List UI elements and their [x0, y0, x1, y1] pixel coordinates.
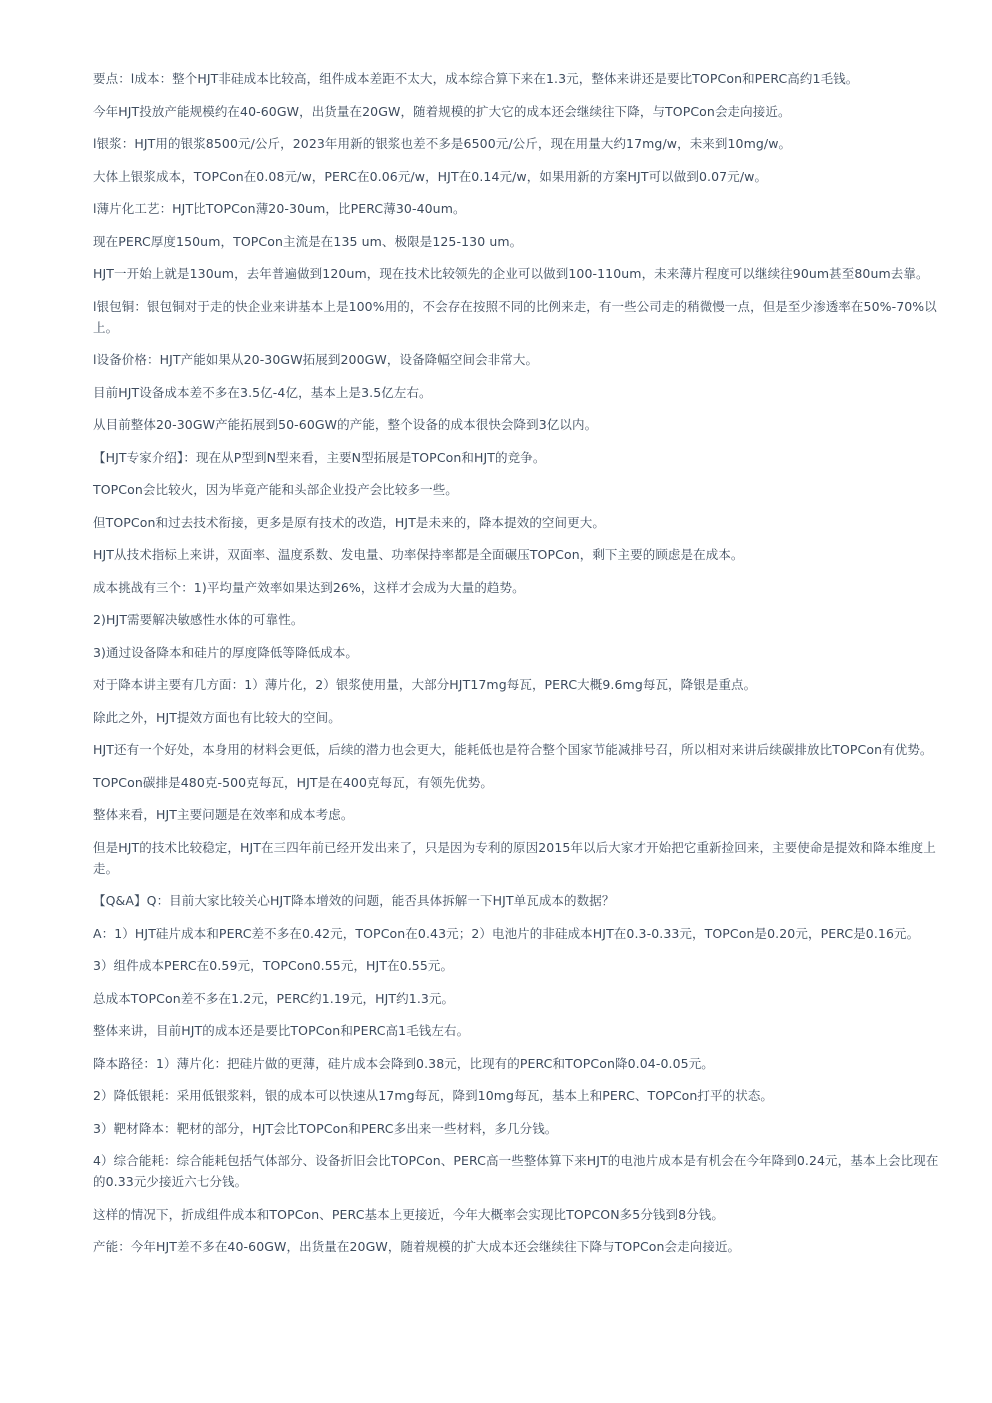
paragraph: 目前HJT设备成本差不多在3.5亿-4亿，基本上是3.5亿左右。: [93, 384, 432, 400]
paragraph: 大体上银浆成本，TOPCon在0.08元/w，PERC在0.06元/w，HJT在0.14元/w，如果用新的方案HJT可以做到0.07元/w。: [93, 168, 768, 184]
paragraph: HJT一开始上就是130um，去年普遍做到120um，现在技术比较领先的企业可以做到100-110um，未来薄片程度可以继续往90um甚至80um去靠。: [93, 266, 929, 281]
paragraph: 成本挑战有三个：1)平均量产效率如果达到26%，这样才会成为大量的趋势。: [93, 579, 525, 595]
paragraph: 【HJT专家介绍】：现在从P型到N型来看，主要N型拓展是TOPCon和HJT的竞争。: [93, 449, 546, 465]
paragraph: 整体来看，HJT主要问题是在效率和成本考虑。: [93, 807, 354, 822]
paragraph: 3）靶材降本：靶材的部分，HJT会比TOPCon和PERC多出来一些材料，多几分钱。: [93, 1120, 558, 1136]
paragraph: 今年HJT投放产能规模约在40-60GW，出货量在20GW，随着规模的扩大它的成本还会继续往下降，与TOPCon会走向接近。: [93, 103, 791, 119]
paragraph: 除此之外，HJT提效方面也有比较大的空间。: [93, 709, 341, 725]
paragraph: 但TOPCon和过去技术衔接，更多是原有技术的改造，HJT是未来的，降本提效的空间更大。: [93, 514, 605, 530]
paragraph: TOPCon碳排是480克-500克每瓦，HJT是在400克每瓦，有领先优势。: [93, 774, 494, 790]
paragraph: TOPCon会比较火，因为毕竟产能和头部企业投产会比较多一些。: [93, 482, 458, 497]
paragraph: 【Q&A】Q：目前大家比较关心HJT降本增效的问题，能否具体拆解一下HJT单瓦成本的数据？: [93, 893, 615, 908]
paragraph: HJT从技术指标上来讲，双面率、温度系数、发电量、功率保持率都是全面碾压TOPCon，剩下主要的顾虑是在成本。: [93, 547, 744, 562]
paragraph: 3）组件成本PERC在0.59元，TOPCon0.55元，HJT在0.55元。: [93, 958, 454, 973]
paragraph: 降本路径：1）薄片化：把硅片做的更薄，硅片成本会降到0.38元，比现有的PERC和TOPCon降0.04-0.05元。: [93, 1055, 714, 1071]
paragraph: l设备价格：HJT产能如果从20-30GW拓展到200GW，设备降幅空间会非常大。: [93, 352, 539, 367]
paragraph: A：1）HJT硅片成本和PERC差不多在0.42元，TOPCon在0.43元；2）电池片的非硅成本HJT在0.3-0.33元，TOPCon是0.20元，PERC是0.16元。: [93, 925, 920, 941]
paragraph: 4）综合能耗：综合能耗包括气体部分、设备折旧会比TOPCon、PERC高一些整体算下来HJT的电池片成本是有机会在今年降到0.24元，基本上会比现在的0.33元少接近六七分钱。: [93, 1153, 939, 1189]
paragraph: l银包铜：银包铜对于走的快企业来讲基本上是100%用的，不会存在按照不同的比例来走，有一些公司走的稍微慢一点，但是至少渗透率在50%-70%以上。: [93, 298, 937, 335]
paragraph: 整体来讲，目前HJT的成本还是要比TOPCon和PERC高1毛钱左右。: [93, 1023, 470, 1038]
document-body: [93, 68, 945, 1269]
paragraph: 从目前整体20-30GW产能拓展到50-60GW的产能，整个设备的成本很快会降到3亿以内。: [93, 417, 598, 432]
paragraph: l银浆：HJT用的银浆8500元/公斤，2023年用新的银浆也差不多是6500元/公斤，现在用量大约17mg/w，未来到10mg/w。: [93, 136, 792, 151]
paragraph: 产能：今年HJT差不多在40-60GW，出货量在20GW，随着规模的扩大成本还会继续往下降与TOPCon会走向接近。: [93, 1239, 741, 1254]
paragraph: 现在PERC厚度150um，TOPCon主流是在135 um、极限是125-130 um。: [93, 233, 523, 249]
paragraph: 但是HJT的技术比较稳定，HJT在三四年前已经开发出来了，只是因为专利的原因2015年以后大家才开始把它重新捡回来，主要使命是提效和降本维度上走。: [93, 839, 936, 876]
paragraph: 要点：l成本：整个HJT非硅成本比较高，组件成本差距不太大，成本综合算下来在1.3元，整体来讲还是要比TOPCon和PERC高约1毛钱。: [93, 71, 859, 86]
paragraph: 2)HJT需要解决敏感性水体的可靠性。: [93, 612, 304, 627]
paragraph: 3)通过设备降本和硅片的厚度降低等降低成本。: [93, 644, 359, 660]
paragraph: HJT还有一个好处，本身用的材料会更低，后续的潜力也会更大，能耗低也是符合整个国家节能减排号召，所以相对来讲后续碳排放比TOPCon有优势。: [93, 742, 933, 757]
paragraph: l薄片化工艺：HJT比TOPCon薄20-30um，比PERC薄30-40um。: [93, 201, 466, 216]
paragraph: 这样的情况下，折成组件成本和TOPCon、PERC基本上更接近，今年大概率会实现比TOPCON多5分钱到8分钱。: [93, 1206, 724, 1222]
paragraph: 对于降本讲主要有几方面：1）薄片化，2）银浆使用量，大部分HJT17mg每瓦，PERC大概9.6mg每瓦，降银是重点。: [93, 677, 757, 692]
paragraph: 2）降低银耗：采用低银浆料，银的成本可以快速从17mg每瓦，降到10mg每瓦，基本上和PERC、TOPCon打平的状态。: [93, 1088, 774, 1103]
paragraph: 总成本TOPCon差不多在1.2元，PERC约1.19元，HJT约1.3元。: [93, 990, 455, 1006]
